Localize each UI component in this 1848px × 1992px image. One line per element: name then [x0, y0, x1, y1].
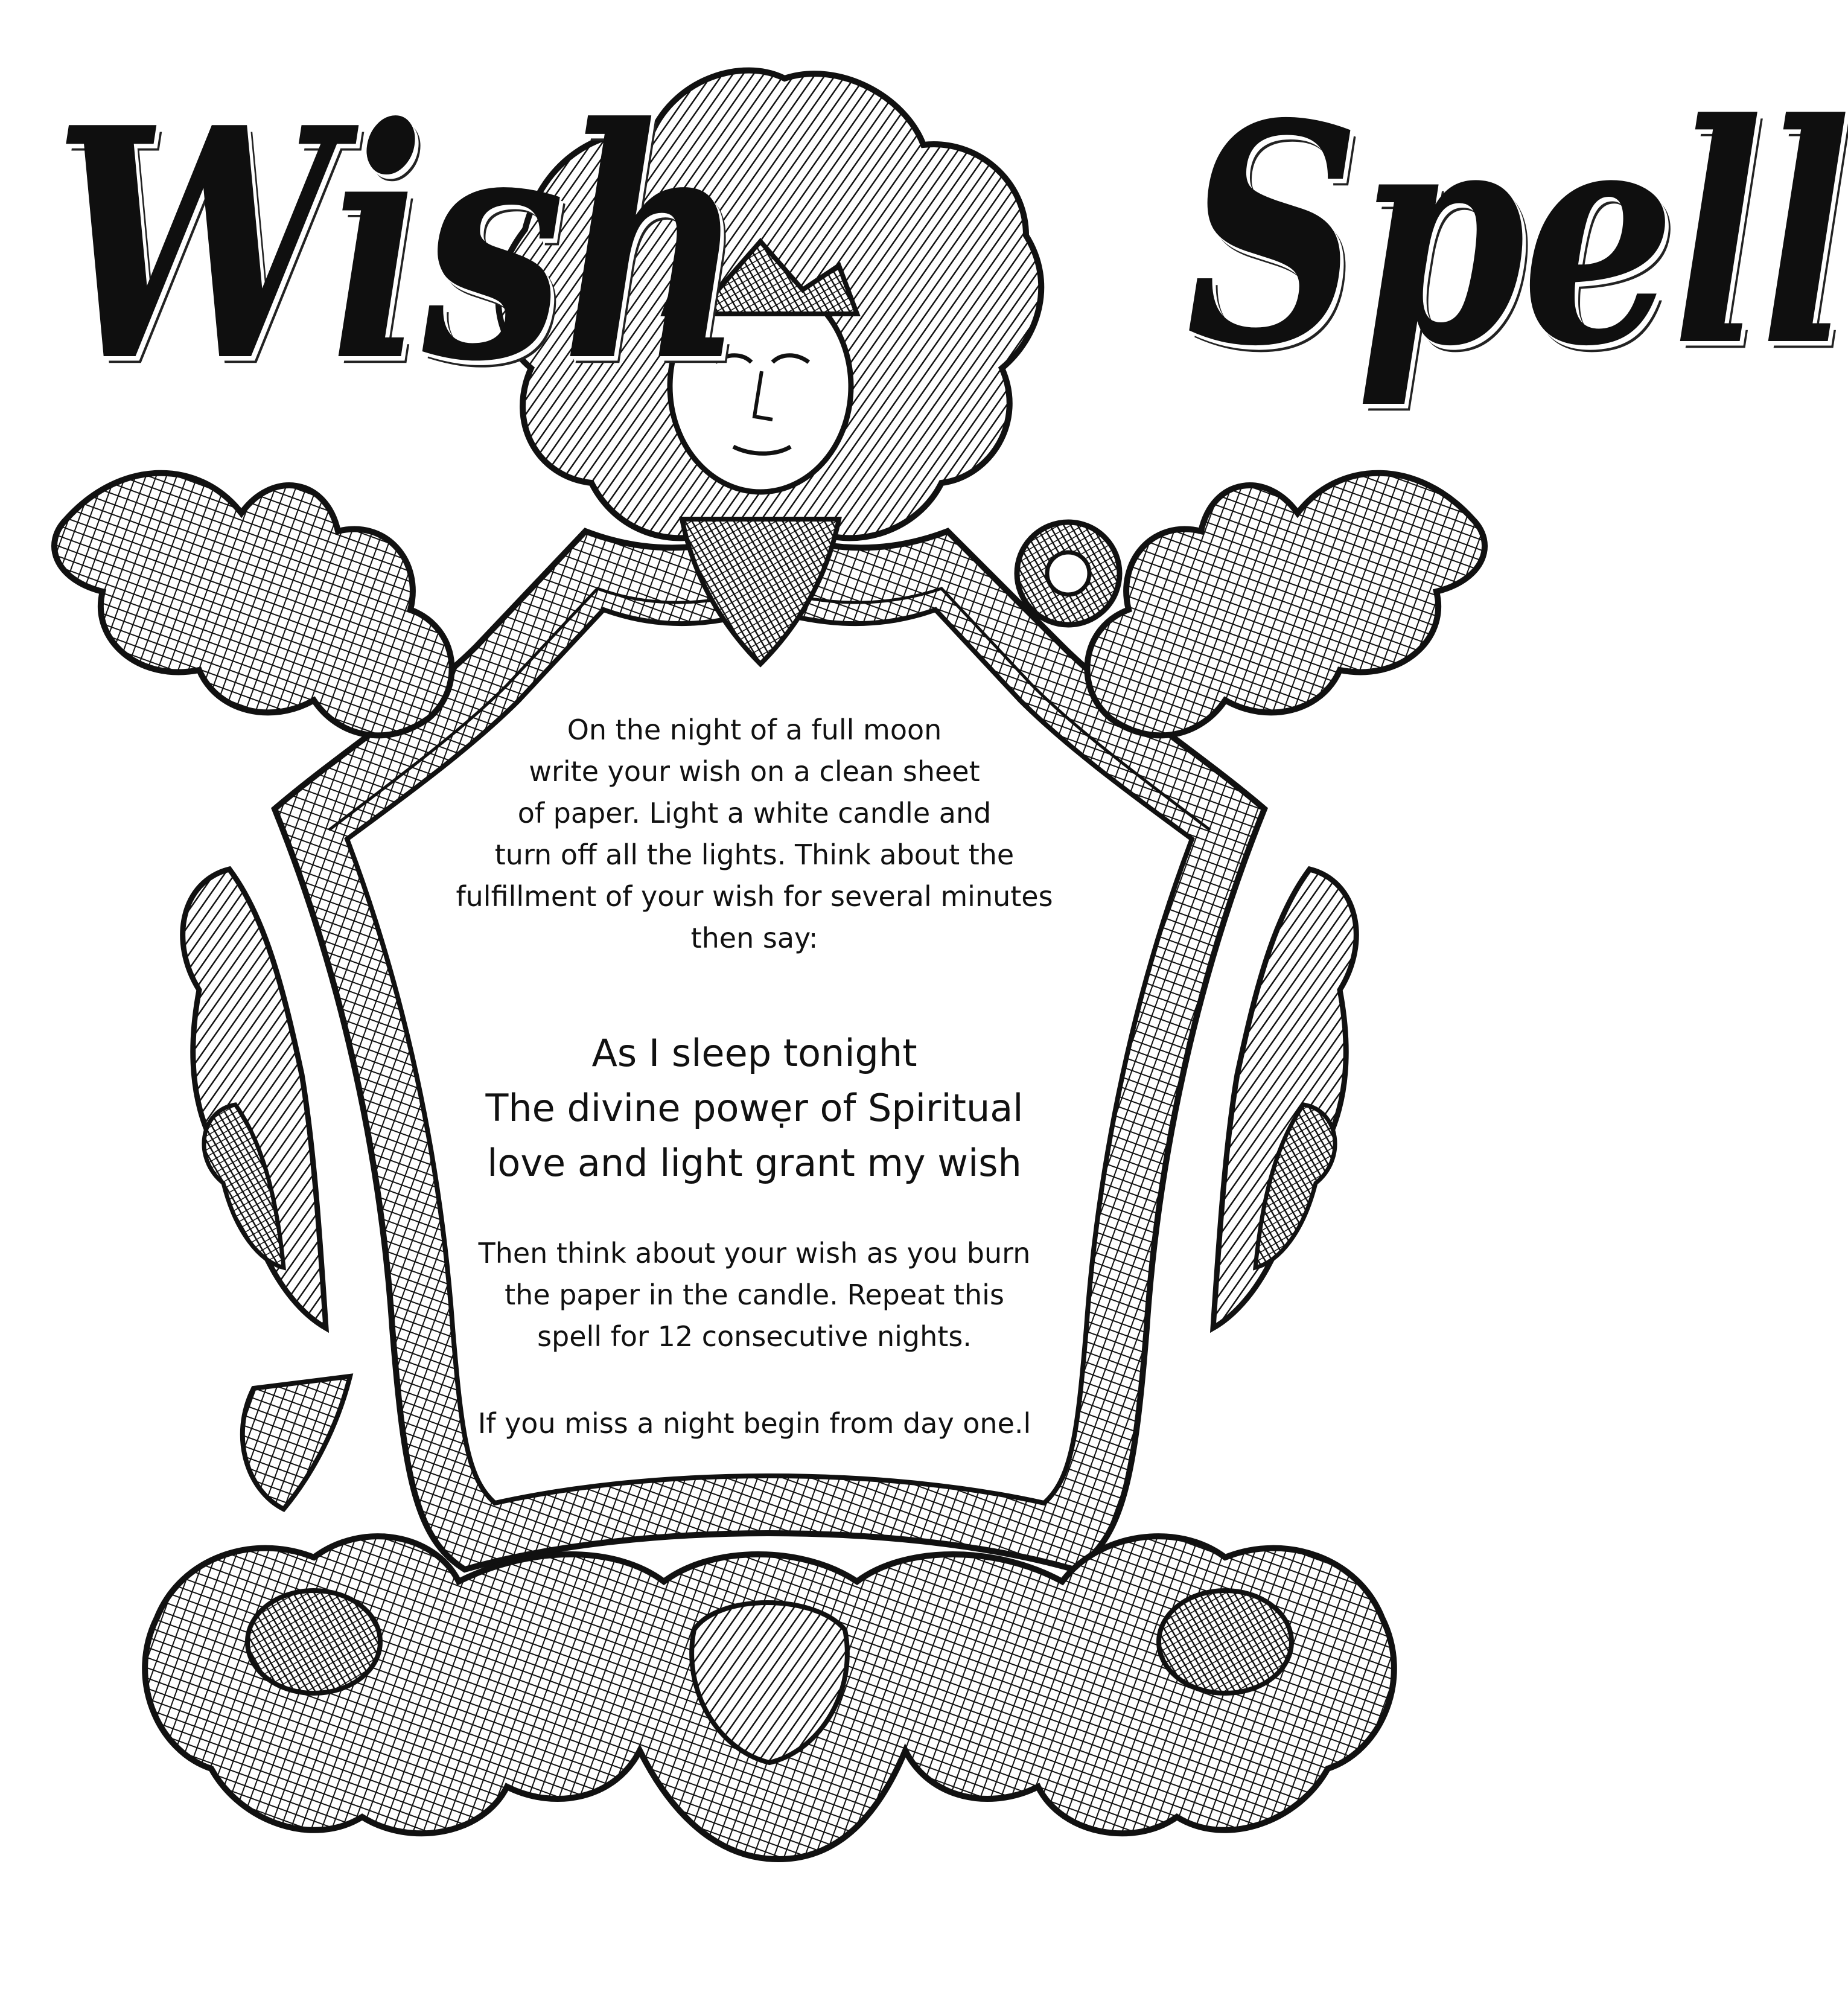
- verse-line: love and light grant my wish: [487, 1141, 1022, 1185]
- burn-paragraph: [386, 1233, 1123, 1358]
- bottom-ornament: [145, 1536, 1394, 1859]
- verse-line: As I sleep tonight: [591, 1031, 917, 1075]
- burn-line: the paper in the candle. Repeat this: [505, 1279, 1004, 1311]
- intro-line: write your wish on a clean sheet: [529, 755, 980, 788]
- incantation-verse: [386, 1026, 1123, 1190]
- intro-line: then say:: [690, 922, 818, 954]
- intro-line: fulfillment of your wish for several minutes: [456, 880, 1053, 913]
- intro-line: turn off all the lights. Think about the: [494, 838, 1015, 871]
- final-note: [386, 1403, 1123, 1445]
- final-line: If you miss a night begin from day one.l: [477, 1407, 1031, 1440]
- verse-line: The divine powẹr of Spiritual: [485, 1086, 1024, 1130]
- intro-paragraph: [386, 709, 1123, 959]
- title-wish: Wish: [53, 59, 742, 432]
- title-spell: Spell: [1186, 58, 1848, 413]
- burn-line: Then think about your wish as you burn: [478, 1237, 1031, 1269]
- intro-line: On the night of a full moon: [567, 713, 942, 746]
- burn-line: spell for 12 consecutive nights.: [537, 1320, 972, 1353]
- spell-text: [386, 709, 1123, 1445]
- intro-line: of paper. Light a white candle and: [517, 797, 992, 829]
